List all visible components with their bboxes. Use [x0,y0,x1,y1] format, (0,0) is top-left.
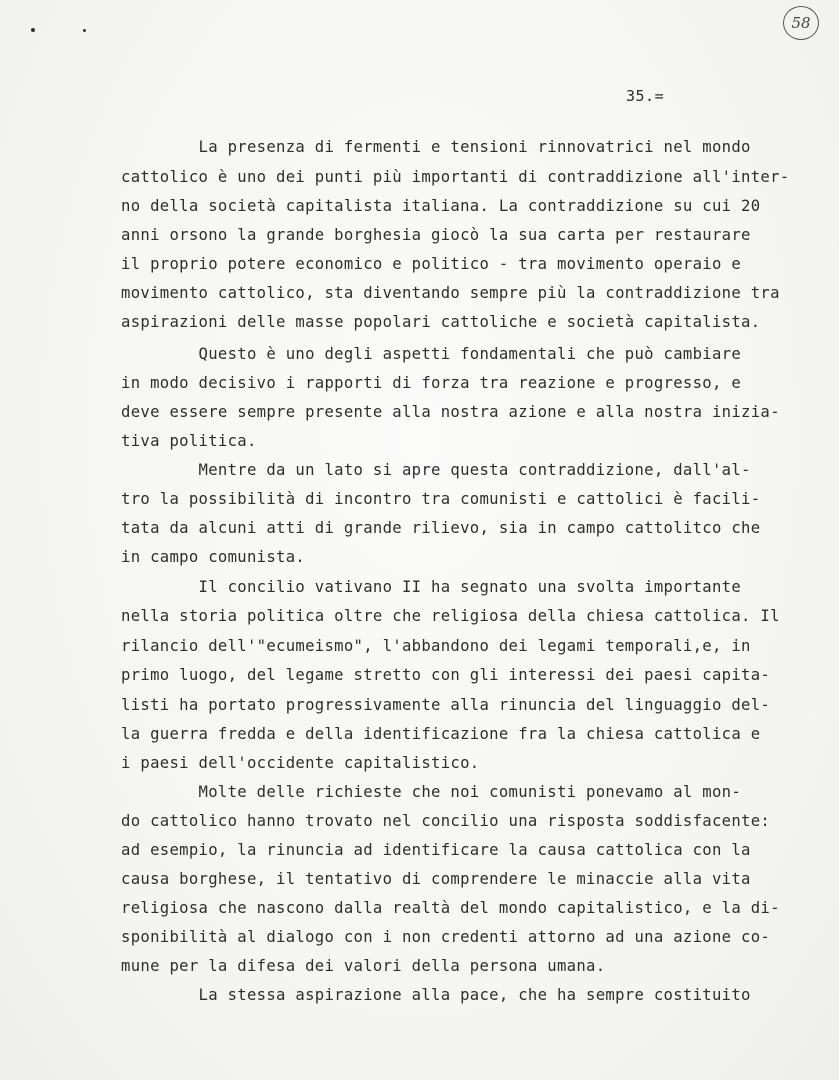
text-line: no della società capitalista italiana. La contraddizione su cui 20 [121,197,761,215]
text-line: aspirazioni delle masse popolari cattoliche e società capitalista. [121,313,761,331]
archive-number-stamp [783,6,819,40]
text-line: tro la possibilità di incontro tra comunisti e cattolici è facili- [121,490,761,508]
text-line: il proprio potere economico e politico - tra movimento operaio e [121,255,742,273]
text-line: in campo comunista. [121,548,306,566]
text-line: ad esempio, la rinuncia ad identificare la causa cattolica con la [121,841,751,859]
ink-speck [83,29,86,32]
text-line: anni orsono la grande borghesia giocò la sua carta per restaurare [121,226,751,244]
text-line: in modo decisivo i rapporti di forza tra reazione e progresso, e [121,374,742,392]
text-line: rilancio dell'"ecumeismo", l'abbandono dei legami temporali,e, in [121,637,751,655]
text-line: religiosa che nascono dalla realtà del mondo capitalistico, e la di- [121,899,780,917]
text-line: mune per la difesa dei valori della persona umana. [121,957,606,975]
stamp-number: 58 [791,14,811,32]
text-line: primo luogo, del legame stretto con gli interessi dei paesi capita- [121,666,771,684]
text-line: Molte delle richieste che noi comunisti ponevamo al mon- [121,783,742,801]
text-line: Questo è uno degli aspetti fondamentali che può cambiare [121,345,742,363]
text-line: tiva politica. [121,432,257,450]
text-line: La stessa aspirazione alla pace, che ha sempre costituito [121,986,751,1004]
text-line: listi ha portato progressivamente alla rinuncia del linguaggio del- [121,696,771,714]
text-line: nella storia politica oltre che religiosa della chiesa cattolica. Il [121,607,780,625]
page-number: 35.= [626,87,665,105]
text-line: do cattolico hanno trovato nel concilio una risposta soddisfacente: [121,812,771,830]
text-line: i paesi dell'occidente capitalistico. [121,754,480,772]
text-line: cattolico è uno dei punti più importanti di contraddizione all'inter- [121,168,790,186]
text-line: Il concilio vativano II ha segnato una svolta importante [121,578,742,596]
text-line: La presenza di fermenti e tensioni rinnovatrici nel mondo [121,138,751,156]
ink-speck [31,28,35,32]
text-line: causa borghese, il tentativo di comprendere le minaccie alla vita [121,870,751,888]
text-line: tata da alcuni atti di grande rilievo, sia in campo cattolitco che [121,519,761,537]
text-line: deve essere sempre presente alla nostra azione e alla nostra inizia- [121,403,780,421]
text-line: movimento cattolico, sta diventando sempre più la contraddizione tra [121,284,780,302]
text-line: Mentre da un lato si apre questa contraddizione, dall'al- [121,461,751,479]
text-line: sponibilità al dialogo con i non credenti attorno ad una azione co- [121,928,771,946]
text-line: la guerra fredda e della identificazione fra la chiesa cattolica e [121,725,761,743]
